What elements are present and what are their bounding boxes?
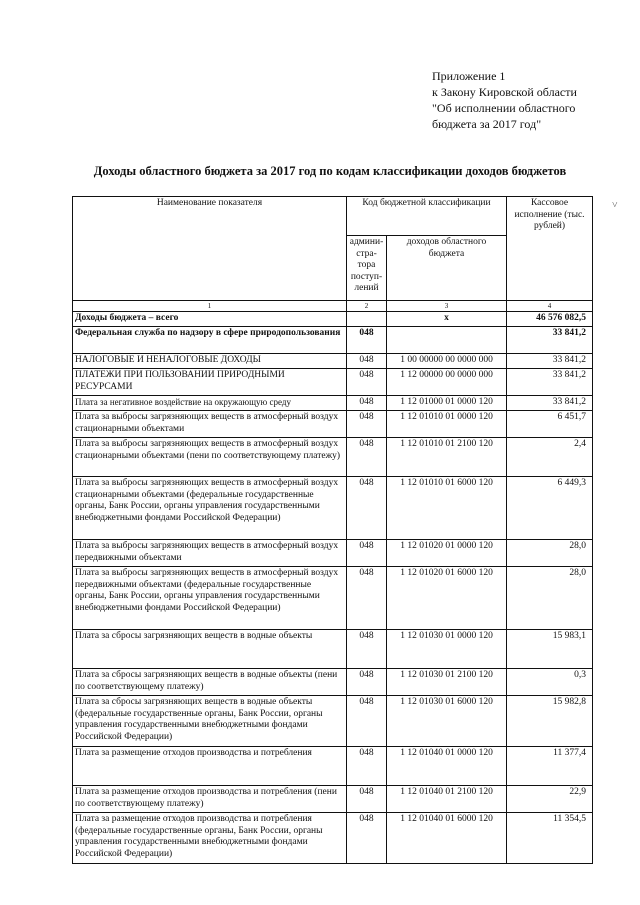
table-row	[73, 396, 593, 411]
row-name: Плата за выбросы загрязняющих веществ в атмосферный воздух стационарными объектами (федеральные государственные органы, Банк России, органы управления государственными внебюджетными фондами Российской Федерации)	[73, 477, 347, 540]
row-admin: 048	[347, 354, 387, 369]
row-value: 11 377,4	[507, 747, 593, 786]
row-admin: 048	[347, 696, 387, 747]
table-row	[73, 747, 593, 786]
row-value: 15 983,1	[507, 630, 593, 669]
row-admin: 048	[347, 477, 387, 540]
row-name: Плата за выбросы загрязняющих веществ в атмосферный воздух стационарными объектами	[73, 411, 347, 438]
row-value: 33 841,2	[507, 327, 593, 354]
annex-line: бюджета за 2017 год"	[432, 117, 542, 131]
row-code: 1 12 01040 01 6000 120	[387, 813, 507, 864]
row-code: 1 12 01040 01 2100 120	[387, 786, 507, 813]
row-admin	[347, 312, 387, 327]
column-number: 4	[507, 301, 593, 312]
row-value: 28,0	[507, 540, 593, 567]
annex-line: Приложение 1	[432, 69, 506, 83]
row-code: 1 12 01020 01 0000 120	[387, 540, 507, 567]
row-code: 1 12 01030 01 6000 120	[387, 696, 507, 747]
table-row	[73, 411, 593, 438]
row-value: 11 354,5	[507, 813, 593, 864]
table-row	[73, 327, 593, 354]
row-name: Плата за размещение отходов производства и потребления (пени по соответствующему платежу)	[73, 786, 347, 813]
column-number: 1	[73, 301, 347, 312]
table-row	[73, 477, 593, 540]
scan-mark: ˅	[612, 200, 618, 211]
table-row	[73, 369, 593, 396]
row-name: Плата за выбросы загрязняющих веществ в атмосферный воздух передвижными объектами (федеральные государственные органы, Банк России, органы управления государственными внебюджетными фондами Российской Федерации)	[73, 567, 347, 630]
row-value: 22,9	[507, 786, 593, 813]
row-admin: 048	[347, 786, 387, 813]
row-admin: 048	[347, 411, 387, 438]
table-row	[73, 786, 593, 813]
header-code: Код бюджетной классификации	[347, 197, 507, 236]
row-code: 1 12 01040 01 0000 120	[387, 747, 507, 786]
header-income-code: доходов областного бюджета	[387, 236, 507, 301]
row-admin: 048	[347, 630, 387, 669]
document-title: Доходы областного бюджета за 2017 год по кодам классификации доходов бюджетов	[93, 164, 567, 178]
row-value: 33 841,2	[507, 396, 593, 411]
header-admin: админи-стра-тора поступ-лений	[347, 236, 387, 301]
row-name: Плата за выбросы загрязняющих веществ в атмосферный воздух передвижными объектами	[73, 540, 347, 567]
row-name: НАЛОГОВЫЕ И НЕНАЛОГОВЫЕ ДОХОДЫ	[73, 354, 347, 369]
row-code: 1 12 01010 01 0000 120	[387, 411, 507, 438]
annex-line: "Об исполнении областного	[432, 101, 576, 115]
row-name: Плата за выбросы загрязняющих веществ в атмосферный воздух стационарными объектами (пени по соответствующему платежу)	[73, 438, 347, 477]
table-row	[73, 630, 593, 669]
row-code: 1 12 00000 00 0000 000	[387, 369, 507, 396]
row-admin: 048	[347, 327, 387, 354]
annex-line: к Закону Кировской области	[432, 85, 577, 99]
row-value: 46 576 082,5	[507, 312, 593, 327]
table-row	[73, 438, 593, 477]
column-number: 3	[387, 301, 507, 312]
header-execution: Кассовое исполнение (тыс. рублей)	[507, 197, 593, 301]
row-admin: 048	[347, 540, 387, 567]
row-admin: 048	[347, 369, 387, 396]
row-name: Плата за размещение отходов производства и потребления (федеральные государственные органы, Банк России, органы управления государственными внебюджетными фондами Российской Федерации)	[73, 813, 347, 864]
row-admin: 048	[347, 747, 387, 786]
column-number-row	[73, 301, 593, 312]
income-table	[72, 196, 593, 864]
row-code: 1 12 01000 01 0000 120	[387, 396, 507, 411]
table-header-row	[73, 197, 593, 236]
row-name: Плата за сбросы загрязняющих веществ в водные объекты (федеральные государственные органы, Банк России, органы управления государственными внебюджетными фондами Российской Федерации)	[73, 696, 347, 747]
row-code: x	[387, 312, 507, 327]
table-row	[73, 669, 593, 696]
table-row	[73, 813, 593, 864]
row-admin: 048	[347, 813, 387, 864]
row-name: Плата за сбросы загрязняющих веществ в водные объекты (пени по соответствующему платежу)	[73, 669, 347, 696]
row-value: 33 841,2	[507, 354, 593, 369]
row-code: 1 12 01030 01 0000 120	[387, 630, 507, 669]
row-value: 15 982,8	[507, 696, 593, 747]
row-name: Плата за размещение отходов производства и потребления	[73, 747, 347, 786]
row-code	[387, 327, 507, 354]
table-row	[73, 354, 593, 369]
row-value: 6 449,3	[507, 477, 593, 540]
row-name: Доходы бюджета – всего	[73, 312, 347, 327]
table-row	[73, 540, 593, 567]
row-code: 1 12 01010 01 6000 120	[387, 477, 507, 540]
row-admin: 048	[347, 567, 387, 630]
column-number: 2	[347, 301, 387, 312]
row-code: 1 12 01020 01 6000 120	[387, 567, 507, 630]
row-admin: 048	[347, 669, 387, 696]
row-code: 1 12 01030 01 2100 120	[387, 669, 507, 696]
header-name: Наименование показателя	[73, 197, 347, 301]
row-value: 0,3	[507, 669, 593, 696]
row-value: 33 841,2	[507, 369, 593, 396]
row-code: 1 00 00000 00 0000 000	[387, 354, 507, 369]
row-value: 2,4	[507, 438, 593, 477]
annex-block	[432, 68, 632, 132]
row-admin: 048	[347, 396, 387, 411]
row-admin: 048	[347, 438, 387, 477]
row-name: Плата за сбросы загрязняющих веществ в водные объекты	[73, 630, 347, 669]
row-code: 1 12 01010 01 2100 120	[387, 438, 507, 477]
row-name: ПЛАТЕЖИ ПРИ ПОЛЬЗОВАНИИ ПРИРОДНЫМИ РЕСУРСАМИ	[73, 369, 347, 396]
row-value: 28,0	[507, 567, 593, 630]
table-row	[73, 312, 593, 327]
table-row	[73, 567, 593, 630]
row-name: Федеральная служба по надзору в сфере природопользования	[73, 327, 347, 354]
row-name: Плата за негативное воздействие на окружающую среду	[73, 396, 347, 411]
row-value: 6 451,7	[507, 411, 593, 438]
table-row	[73, 696, 593, 747]
